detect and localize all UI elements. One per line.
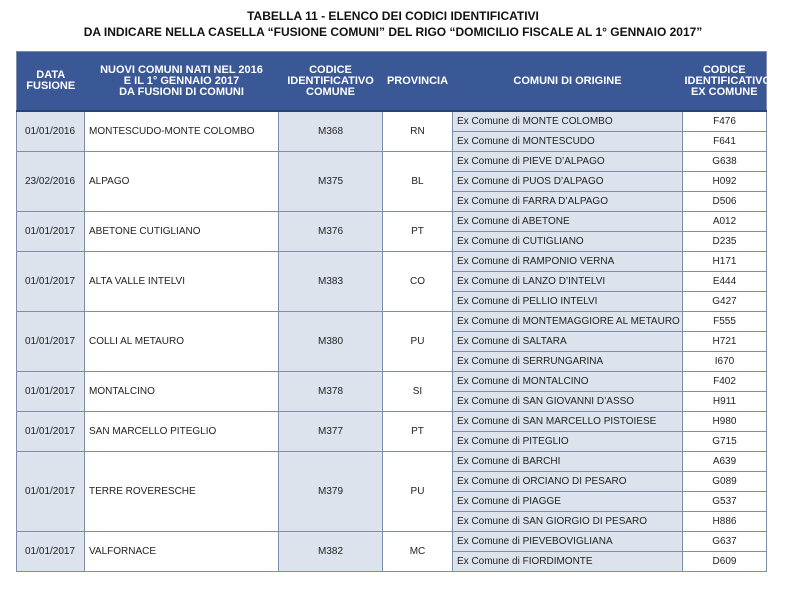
former-municipality-code: D609 xyxy=(683,552,767,572)
new-municipality-name: ABETONE CUTIGLIANO xyxy=(85,212,279,252)
origin-municipality: Ex Comune di PUOS D’ALPAGO xyxy=(453,172,683,192)
municipality-code: M382 xyxy=(279,532,383,572)
former-municipality-code: F555 xyxy=(683,312,767,332)
origin-municipality: Ex Comune di FIORDIMONTE xyxy=(453,552,683,572)
codes-table xyxy=(16,51,772,572)
former-municipality-code: A012 xyxy=(683,212,767,232)
origin-municipality: Ex Comune di SALTARA xyxy=(453,332,683,352)
origin-municipality: Ex Comune di SAN GIORGIO DI PESARO xyxy=(453,512,683,532)
origin-municipality: Ex Comune di MONTESCUDO xyxy=(453,132,683,152)
municipality-code: M377 xyxy=(279,412,383,452)
new-municipality-name: MONTESCUDO-MONTE COLOMBO xyxy=(85,111,279,152)
table-row xyxy=(17,212,767,232)
fusion-date: 01/01/2016 xyxy=(17,111,85,152)
municipality-code: M383 xyxy=(279,252,383,312)
table-row xyxy=(17,252,767,272)
province: PT xyxy=(383,412,453,452)
former-municipality-code: F476 xyxy=(683,111,767,132)
province: RN xyxy=(383,111,453,152)
province: PU xyxy=(383,312,453,372)
new-municipality-name: TERRE ROVERESCHE xyxy=(85,452,279,532)
header-date: DATA FUSIONE xyxy=(17,52,85,112)
fusion-date: 01/01/2017 xyxy=(17,412,85,452)
former-municipality-code: G637 xyxy=(683,532,767,552)
table-row xyxy=(17,152,767,172)
municipality-code: M380 xyxy=(279,312,383,372)
origin-municipality: Ex Comune di RAMPONIO VERNA xyxy=(453,252,683,272)
municipality-code: M368 xyxy=(279,111,383,152)
new-municipality-name: MONTALCINO xyxy=(85,372,279,412)
former-municipality-code: F641 xyxy=(683,132,767,152)
former-municipality-code: H911 xyxy=(683,392,767,412)
fusion-date: 01/01/2017 xyxy=(17,372,85,412)
fusion-date: 01/01/2017 xyxy=(17,252,85,312)
former-municipality-code: D235 xyxy=(683,232,767,252)
table-row xyxy=(17,312,767,332)
origin-municipality: Ex Comune di SAN GIOVANNI D’ASSO xyxy=(453,392,683,412)
header-province: PROVINCIA xyxy=(383,52,453,112)
province: MC xyxy=(383,532,453,572)
former-municipality-code: H171 xyxy=(683,252,767,272)
origin-municipality: Ex Comune di PELLIO INTELVI xyxy=(453,292,683,312)
province: CO xyxy=(383,252,453,312)
fusion-date: 01/01/2017 xyxy=(17,452,85,532)
origin-municipality: Ex Comune di PITEGLIO xyxy=(453,432,683,452)
province: SI xyxy=(383,372,453,412)
origin-municipality: Ex Comune di CUTIGLIANO xyxy=(453,232,683,252)
origin-municipality: Ex Comune di PIEVE D’ALPAGO xyxy=(453,152,683,172)
new-municipality-name: ALTA VALLE INTELVI xyxy=(85,252,279,312)
origin-municipality: Ex Comune di FARRA D’ALPAGO xyxy=(453,192,683,212)
former-municipality-code: G427 xyxy=(683,292,767,312)
former-municipality-code: H886 xyxy=(683,512,767,532)
former-municipality-code: G638 xyxy=(683,152,767,172)
new-municipality-name: ALPAGO xyxy=(85,152,279,212)
origin-municipality: Ex Comune di MONTEMAGGIORE AL METAURO xyxy=(453,312,683,332)
municipality-code: M378 xyxy=(279,372,383,412)
former-municipality-code: G537 xyxy=(683,492,767,512)
former-municipality-code: H092 xyxy=(683,172,767,192)
header-municipality-code: CODICE IDENTIFICATIVO COMUNE xyxy=(279,52,383,112)
table-subtitle: DA INDICARE NELLA CASELLA “FUSIONE COMUNI” DEL RIGO “DOMICILIO FISCALE AL 1° GENNAIO 2017” xyxy=(83,25,703,39)
table-row xyxy=(17,532,767,552)
municipality-code: M379 xyxy=(279,452,383,532)
province: PU xyxy=(383,452,453,532)
former-municipality-code: H721 xyxy=(683,332,767,352)
former-municipality-code: E444 xyxy=(683,272,767,292)
origin-municipality: Ex Comune di ABETONE xyxy=(453,212,683,232)
origin-municipality: Ex Comune di SERRUNGARINA xyxy=(453,352,683,372)
origin-municipality: Ex Comune di ORCIANO DI PESARO xyxy=(453,472,683,492)
header-row xyxy=(17,52,767,112)
province: PT xyxy=(383,212,453,252)
origin-municipality: Ex Comune di MONTE COLOMBO xyxy=(453,111,683,132)
table-row xyxy=(17,452,767,472)
fusion-date: 01/01/2017 xyxy=(17,312,85,372)
former-municipality-code: H980 xyxy=(683,412,767,432)
header-new-municipality: NUOVI COMUNI NATI NEL 2016 E IL 1° GENNAIO 2017 DA FUSIONI DI COMUNI xyxy=(85,52,279,112)
new-municipality-name: SAN MARCELLO PITEGLIO xyxy=(85,412,279,452)
origin-municipality: Ex Comune di PIEVEBOVIGLIANA xyxy=(453,532,683,552)
fusion-date: 23/02/2016 xyxy=(17,152,85,212)
origin-municipality: Ex Comune di PIAGGE xyxy=(453,492,683,512)
fusion-date: 01/01/2017 xyxy=(17,532,85,572)
new-municipality-name: COLLI AL METAURO xyxy=(85,312,279,372)
table-title: TABELLA 11 - ELENCO DEI CODICI IDENTIFICATIVI xyxy=(247,9,539,23)
origin-municipality: Ex Comune di MONTALCINO xyxy=(453,372,683,392)
former-municipality-code: G715 xyxy=(683,432,767,452)
former-municipality-code: G089 xyxy=(683,472,767,492)
table-body xyxy=(17,111,767,572)
table-row xyxy=(17,412,767,432)
province: BL xyxy=(383,152,453,212)
header-former-code: CODICE IDENTIFICATIVO EX COMUNE xyxy=(683,52,767,112)
new-municipality-name: VALFORNACE xyxy=(85,532,279,572)
origin-municipality: Ex Comune di LANZO D’INTELVI xyxy=(453,272,683,292)
former-municipality-code: A639 xyxy=(683,452,767,472)
origin-municipality: Ex Comune di BARCHI xyxy=(453,452,683,472)
former-municipality-code: F402 xyxy=(683,372,767,392)
municipality-code: M376 xyxy=(279,212,383,252)
fusion-date: 01/01/2017 xyxy=(17,212,85,252)
origin-municipality: Ex Comune di SAN MARCELLO PISTOIESE xyxy=(453,412,683,432)
former-municipality-code: I670 xyxy=(683,352,767,372)
former-municipality-code: D506 xyxy=(683,192,767,212)
table-row xyxy=(17,111,767,132)
header-origin-municipalities: COMUNI DI ORIGINE xyxy=(453,52,683,112)
municipality-code: M375 xyxy=(279,152,383,212)
table-row xyxy=(17,372,767,392)
